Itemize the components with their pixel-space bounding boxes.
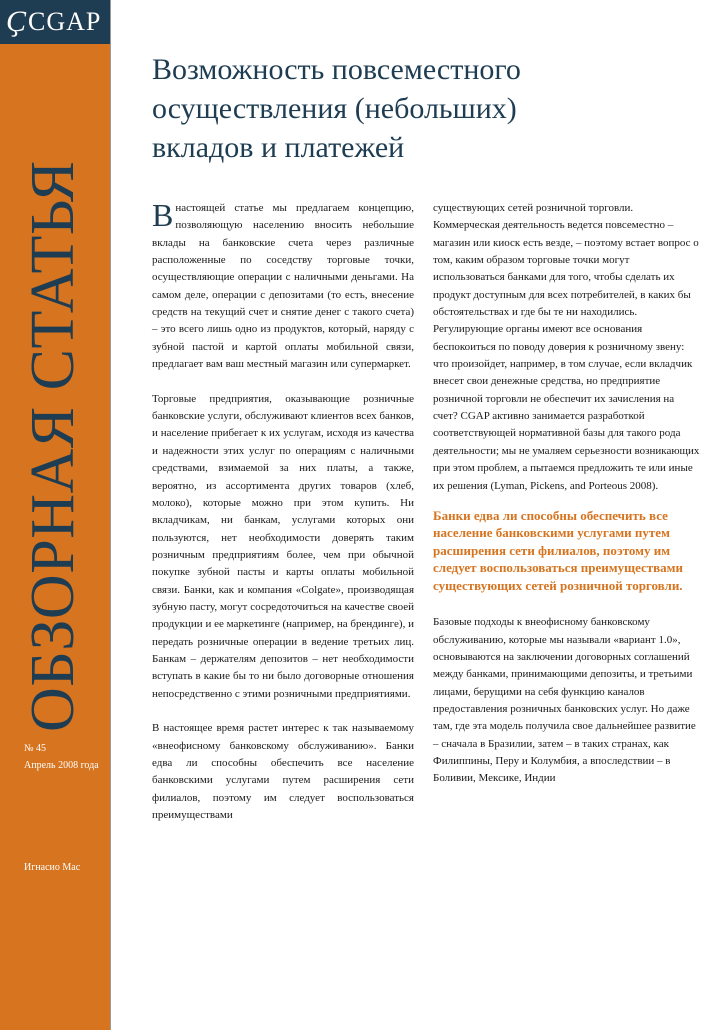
- sidebar-divider: [110, 0, 111, 1030]
- title-line: вкладов и платежей: [152, 131, 405, 164]
- text-column-left: [152, 197, 414, 824]
- vertical-label-wrap: [0, 56, 110, 732]
- cgap-logo[interactable]: [4, 6, 108, 38]
- issue-number: № 45: [24, 743, 47, 754]
- paragraph-intro: [152, 197, 414, 373]
- paragraph: Торговые предприятия, оказывающие розничные банковские услуги, обслуживают клиентов всех банков, и население прибегает к их услугам, исходя из качества и надежности этих услуг по операциям с наличными средствами, взимаемой за них платы, а также, вероятно, из ассортимента других товаров (хлеб, молоко), которые можно при этом купить. Ни вкладчикам, ни банкам, услугами которых они пользуются, нет необходимости доверять таким розничным предприятиям более, чем при обычной покупке зубной пасты и карты оплаты мобильной связи. Банки, как и компания «Colgate», производящая зубную пасту, могут сосредоточиться на качестве своей продукции и ее маркетинге (например, на брендинге), и передать розничные операции в ведение третьих лиц. Банкам – держателям депозитов – нет необходимости вступать в какие бы то ни было договорные отношения непосредственно с этими розничными предприятиями.: [152, 392, 414, 700]
- author-name: Игнасио Мас: [24, 862, 81, 873]
- sidebar: [0, 0, 110, 1030]
- paragraph: Базовые подходы к внеофисному банковскому обслуживанию, которые мы называли «вариант 1.0», основываются на заключении договорных соглашений между банками, принимающими депозиты, и третьими лицами, берущими на себя функцию каналов предоставления розничных банковских услуг. Но даже там, где эта модель получила свое дальнейшее развитие – сначала в Бразилии, затем – в таких странах, как Филиппины, Перу и Колумбия, а впоследствии – в Боливии, Мексике, Индии: [433, 616, 696, 785]
- cgap-mark-icon: Ҫ: [5, 5, 26, 38]
- paragraph: существующих сетей розничной торговли. Коммерческая деятельность ведется повсеместно – магазин или киоск есть везде, – поэтому встает вопрос о том, каким образом торговые точки могут использоваться банками для того, чтобы сделать их продукт доступным для всех потребителей, в каких бы обстоятельствах и где бы те ни находились. Регулирующие органы имеют все основания беспокоиться по поводу доверия к розничному звену: что произойдет, например, в том случае, если вкладчик внесет свои денежные средства, но предприятие розничной торговли не обеспечит их зачисления на счет? CGAP активно занимается разработкой соответствующей нормативной базы для такого рода деятельности; мы не умаляем серьезности возникающих при этом проблем, а пытаемся предложить те или иные их решения (Lyman, Pickens, and Porteous 2008).: [433, 202, 700, 492]
- paragraph: В настоящее время растет интерес к так называемому «внеофисному банковскому обслуживанию». Банки едва ли способны обеспечить все население банковскими услугами путем расширения сети филиалов, поэтому им следует воспользоваться преимуществами: [152, 722, 414, 822]
- paragraph-intro-text: настоящей статье мы предлагаем концепцию, позволяющую населению вносить небольшие вклады на банковские счета через различные расположенные по соседству торговые точки, осуществляющие операции с наличными деньгами. На самом деле, операции с депозитами (то есть, внесение средств на текущий счет и снятие денег с такого счета) – это всего лишь одно из продуктов, который, наряду с зубной пастой и картой оплаты мобильной связи, предлагает вам ваш местный магазин или супермаркет.: [152, 202, 414, 371]
- title-line: Возможность повсеместного: [152, 53, 521, 86]
- text-column-right: [433, 200, 701, 788]
- logo-text: CGAP: [28, 7, 102, 36]
- vertical-section-label: ОБЗОРНАЯ СТАТЬЯ: [19, 160, 87, 732]
- article-title: [152, 50, 692, 167]
- logo-band: [0, 0, 110, 44]
- issue-date: Апрель 2008 года: [24, 760, 99, 771]
- dropcap: В: [152, 197, 174, 233]
- title-line: осуществления (небольших): [152, 92, 517, 125]
- pull-quote: Банки едва ли способны обеспечить все население банковскими услугами путем расширения сети филиалов, поэтому им следует воспользоваться преимуществами существующих сетей розничной торговли.: [433, 507, 684, 593]
